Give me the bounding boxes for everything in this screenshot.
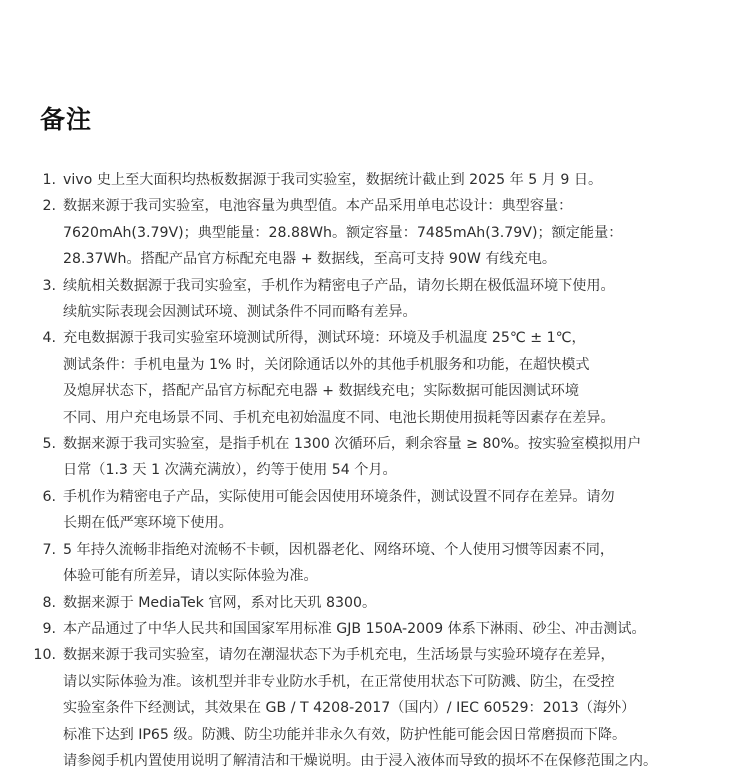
note-number: 7. — [42, 541, 56, 558]
note-number: 1. — [42, 172, 56, 188]
note-line: 数据来源于我司实验室，是指手机在 1300 次循环后，剩余容量 ≥ 80%。按实验室模拟用户 — [63, 436, 642, 453]
note-line: 续航相关数据源于我司实验室，手机作为精密电子产品，请勿长期在极低温环境下使用。 — [63, 277, 615, 294]
note-line: 实验室条件下经测试，其效果在 GB / T 4208-2017（国内）/ IEC 60529：2013（海外） — [63, 700, 636, 717]
note-line: 日常（1.3 天 1 次满充满放），约等于使用 54 个月。 — [63, 462, 397, 479]
note-number: 4. — [42, 330, 56, 347]
note-item — [26, 642, 750, 774]
note-item — [26, 431, 750, 484]
note-number: 3. — [42, 277, 56, 294]
note-number: 6. — [42, 488, 56, 505]
note-line: 28.37Wh。搭配产品官方标配充电器 + 数据线，至高可支持 90W 有线充电。 — [63, 251, 557, 268]
note-line: 及熄屏状态下，搭配产品官方标配充电器 + 数据线充电；实际数据可能因测试环境 — [63, 383, 579, 400]
note-line: 5 年持久流畅非指绝对流畅不卡顿，因机器老化、网络环境、个人使用习惯等因素不同， — [63, 541, 615, 558]
note-line: 不同、用户充电场景不同、手机充电初始温度不同、电池长期使用损耗等因素存在差异。 — [63, 409, 615, 426]
note-number: 8. — [42, 594, 56, 611]
note-number: 9. — [42, 620, 56, 637]
note-line: 请参阅手机内置使用说明了解清洁和干燥说明。由于浸入液体而导致的损坏不在保修范围之内。 — [63, 752, 658, 769]
note-line: 充电数据源于我司实验室环境测试所得，测试环境：环境及手机温度 25℃ ± 1℃， — [63, 330, 586, 347]
note-number: 2. — [42, 198, 56, 215]
notes-heading: 备注 — [40, 105, 93, 134]
note-line: 体验可能有所差异，请以实际体验为准。 — [63, 568, 318, 585]
note-number: 10. — [33, 647, 56, 664]
note-number: 5. — [42, 436, 56, 453]
note-item — [26, 193, 750, 272]
note-line: 7620mAh(3.79V)；典型能量：28.88Wh。额定容量：7485mAh(3.79V)；额定能量： — [63, 224, 623, 241]
note-line: 本产品通过了中华人民共和国国家军用标准 GJB 150A-2009 体系下淋雨、砂尘、冲击测试。 — [63, 620, 646, 637]
note-line: 手机作为精密电子产品，实际使用可能会因使用环境条件，测试设置不同存在差异。请勿 — [63, 488, 615, 505]
note-line: 数据来源于我司实验室，电池容量为典型值。本产品采用单电芯设计：典型容量： — [63, 198, 573, 215]
note-item — [26, 616, 750, 642]
note-line: 测试条件：手机电量为 1% 时，关闭除通话以外的其他手机服务和功能，在超快模式 — [63, 356, 590, 373]
note-line: 标准下达到 IP65 级。防溅、防尘功能并非永久有效，防护性能可能会因日常磨损而下降。 — [63, 726, 627, 743]
note-line: 长期在低严寒环境下使用。 — [63, 515, 233, 532]
note-item — [26, 167, 750, 193]
note-item — [26, 273, 750, 326]
note-line: 请以实际体验为准。该机型并非专业防水手机，在正常使用状态下可防溅、防尘，在受控 — [63, 673, 615, 690]
note-item — [26, 325, 750, 431]
note-line: 数据来源于 MediaTek 官网，系对比天玑 8300。 — [63, 594, 377, 611]
note-line: 数据来源于我司实验室，请勿在潮湿状态下为手机充电，生活场景与实验环境存在差异， — [63, 647, 615, 664]
note-line: vivo 史上至大面积均热板数据源于我司实验室，数据统计截止到 2025 年 5 月 9 日。 — [63, 172, 603, 188]
note-item — [26, 484, 750, 537]
note-item — [26, 537, 750, 590]
note-line: 续航实际表现会因测试环境、测试条件不同而略有差异。 — [63, 304, 417, 321]
notes-list — [26, 167, 750, 774]
note-item — [26, 590, 750, 616]
